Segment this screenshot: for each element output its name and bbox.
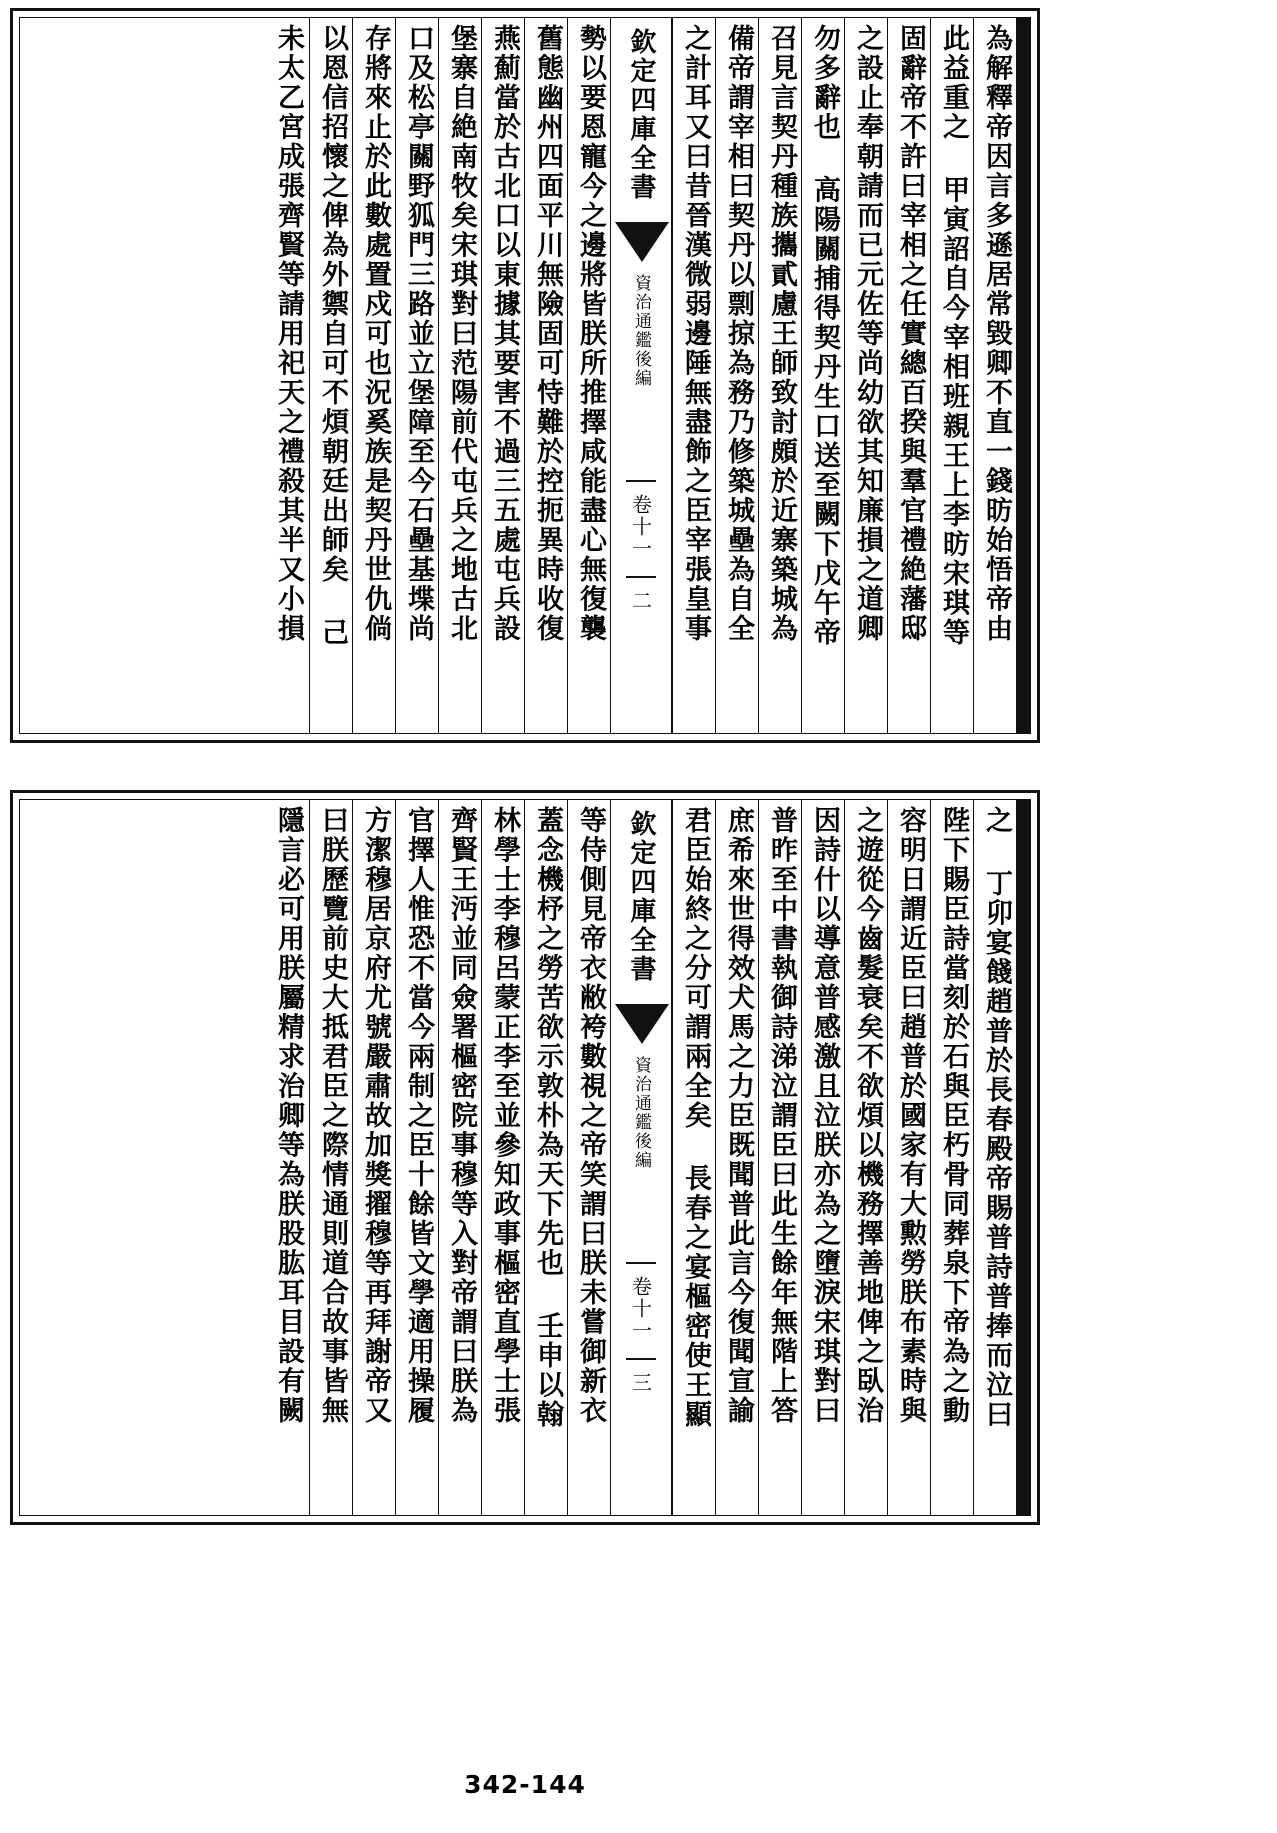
text-column: [973, 800, 1016, 1515]
column-text: 未太乙宮成張齊賢等請用祀天之禮殺其半又小損: [273, 24, 304, 644]
margin-bar-top: [1016, 18, 1030, 733]
text-column: [930, 800, 973, 1515]
text-column: [524, 18, 567, 733]
page-number-footer: 342-144: [464, 1770, 586, 1799]
fishtail-ornament-icon: [611, 1004, 671, 1050]
spine-folio: 二: [628, 590, 653, 612]
text-column: [438, 18, 481, 733]
column-text: 以恩信招懷之俾為外禦自可不煩朝廷出師矣 己: [317, 24, 348, 648]
spine-folio: 三: [628, 1372, 653, 1394]
column-text: 此益重之 甲寅詔自今宰相班親王上李昉宋琪等: [938, 24, 969, 648]
text-column: [266, 800, 309, 1515]
column-text: 口及松亭關野狐門三路並立堡障至今石壘基堞尚: [403, 24, 434, 644]
text-column: [438, 800, 481, 1515]
column-text: 君臣始終之分可謂兩全矣 長春之宴樞密使王顯: [680, 806, 711, 1430]
column-text: 容明日謂近臣曰趙普於國家有大勲勞朕布素時與: [895, 806, 926, 1426]
column-text: 林學士李穆呂蒙正李至並參知政事樞密直學士張: [489, 806, 520, 1426]
text-column: [567, 800, 610, 1515]
column-text: 堡寨自絶南牧矣宋琪對曰范陽前代屯兵之地古北: [446, 24, 477, 644]
column-text: 固辭帝不許曰宰相之任實總百揆與羣官禮絶藩邸: [895, 24, 926, 644]
text-column: [672, 800, 715, 1515]
spine-subtitle: 資治通鑑後編: [631, 1056, 651, 1170]
spine-title: 欽定四庫全書: [626, 810, 656, 984]
spine-subtitle: 資治通鑑後編: [631, 274, 651, 388]
spine-divider: [626, 1358, 656, 1360]
text-column: [309, 18, 352, 733]
text-column: [266, 18, 309, 733]
text-column: [672, 18, 715, 733]
text-column: [801, 800, 844, 1515]
spine-center-strip-bottom: [610, 800, 672, 1515]
text-column: [395, 800, 438, 1515]
column-text: 曰朕歷覽前史大抵君臣之際情通則道合故事皆無: [317, 806, 348, 1426]
text-column: [973, 18, 1016, 733]
text-column: [395, 18, 438, 733]
column-text: 之遊從今齒髮衰矣不欲煩以機務擇善地俾之臥治: [852, 806, 883, 1426]
column-text: 官擇人惟恐不當今兩制之臣十餘皆文學適用操履: [403, 806, 434, 1426]
text-column: [524, 800, 567, 1515]
text-column: [887, 800, 930, 1515]
text-column: [844, 18, 887, 733]
column-text: 為解釋帝因言多遜居常毀卿不直一錢昉始悟帝由: [981, 24, 1012, 644]
text-column: [844, 800, 887, 1515]
column-text: 齊賢王沔並同僉署樞密院事穆等入對帝謂曰朕為: [446, 806, 477, 1426]
text-column: [887, 18, 930, 733]
margin-bar-bottom: [1016, 800, 1030, 1515]
column-text: 之 丁卯宴餞趙普於長春殿帝賜普詩普捧而泣曰: [981, 806, 1012, 1430]
text-column: [481, 18, 524, 733]
spine-title: 欽定四庫全書: [626, 28, 656, 202]
text-block-bottom: [10, 790, 1040, 1525]
spine-divider: [626, 576, 656, 578]
column-text: 之設止奉朝請而已元佐等尚幼欲其知廉損之道卿: [852, 24, 883, 644]
column-text: 備帝謂宰相曰契丹以剽掠為務乃修築城壘為自全: [723, 24, 754, 644]
spine-volume: 卷十一: [628, 494, 653, 560]
fishtail-ornament-icon: [611, 222, 671, 268]
text-block-top: [10, 8, 1040, 743]
spine-divider: [626, 480, 656, 482]
column-text: 勢以要恩寵今之邊將皆朕所推擇咸能盡心無復襲: [575, 24, 606, 644]
column-text: 方潔穆居京府尤號嚴肅故加獎擢穆等再拜謝帝又: [360, 806, 391, 1426]
column-text: 召見言契丹種族攜貳慮王師致討頗於近寨築城為: [766, 24, 797, 644]
column-text: 之計耳又曰昔晉漢微弱邊陲無盡飾之臣宰張皇事: [680, 24, 711, 644]
column-text: 舊態幽州四面平川無險固可恃難於控扼異時收復: [532, 24, 563, 644]
text-column: [715, 18, 758, 733]
spine-volume: 卷十一: [628, 1276, 653, 1342]
spine-center-strip-top: [610, 18, 672, 733]
text-column: [715, 800, 758, 1515]
text-block-bottom-inner: [19, 799, 1031, 1516]
text-column: [758, 800, 801, 1515]
text-block-top-inner: [19, 17, 1031, 734]
spine-divider: [626, 1262, 656, 1264]
column-text: 燕薊當於古北口以東據其要害不過三五處屯兵設: [489, 24, 520, 644]
column-text: 蓋念機杼之勞苦欲示敦朴為天下先也 壬申以翰: [532, 806, 563, 1430]
column-text: 庶希來世得效犬馬之力臣既聞普此言今復聞宣諭: [723, 806, 754, 1426]
column-text: 陛下賜臣詩當刻於石與臣朽骨同葬泉下帝為之動: [938, 806, 969, 1426]
text-column: [567, 18, 610, 733]
column-text: 存將來止於此數處置戍可也況奚族是契丹世仇倘: [360, 24, 391, 644]
text-column: [758, 18, 801, 733]
text-column: [930, 18, 973, 733]
column-text: 因詩什以導意普感激且泣朕亦為之墮淚宋琪對曰: [809, 806, 840, 1426]
column-text: 普昨至中書執御詩涕泣謂臣曰此生餘年無階上答: [766, 806, 797, 1426]
text-column: [801, 18, 844, 733]
text-column: [352, 18, 395, 733]
column-text: 勿多辭也 高陽關捕得契丹生口送至闕下戊午帝: [809, 24, 840, 648]
text-column: [352, 800, 395, 1515]
column-text: 等侍側見帝衣敝袴數視之帝笑謂曰朕未嘗御新衣: [575, 806, 606, 1426]
text-column: [481, 800, 524, 1515]
column-text: 隱言必可用朕屬精求治卿等為朕股肱耳目設有闕: [273, 806, 304, 1426]
text-column: [309, 800, 352, 1515]
